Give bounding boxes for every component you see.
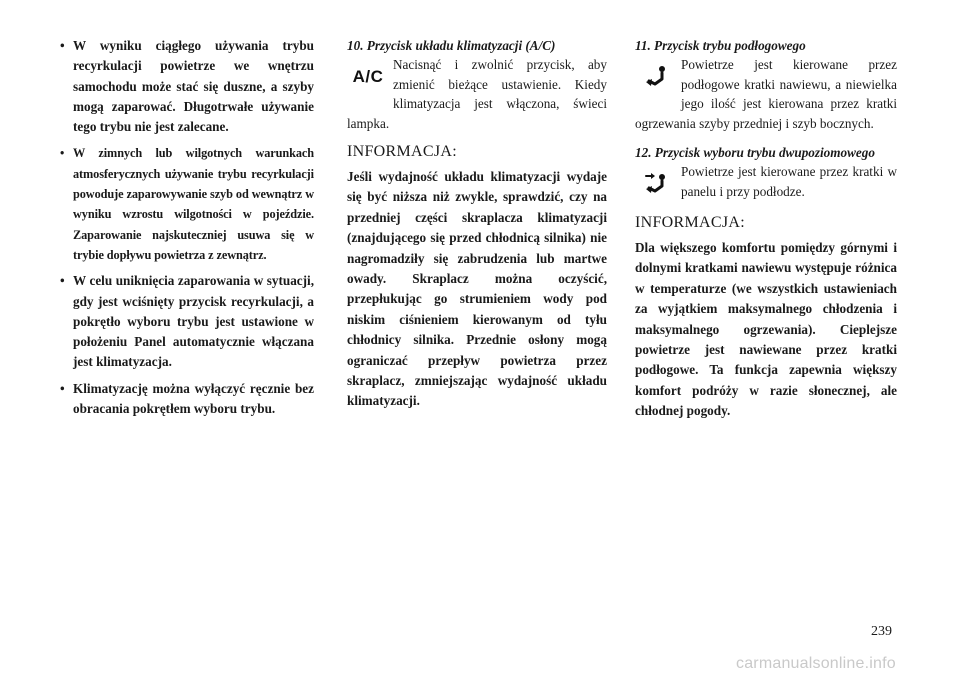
bi-level-heading: 12. Przycisk wyboru trybu dwupoziomowego [635, 145, 875, 160]
ac-icon-label: A/C [352, 67, 384, 86]
column-right [635, 36, 897, 422]
bi-level-section [635, 162, 897, 204]
column-middle [347, 36, 607, 412]
info-body: Jeśli wydajność układu klimatyzacji wydaje się być niższa niż zwykle, sprawdzić, czy na przedniej części skraplacza klimatyzacji (znajdującego się przed chłodnicą silnika) nie nagromadziły się zabrudzenia lub martwe owady. Skraplacz można oczyścić, przepłukując go strumieniem wody pod niskim ciśnieniem kierowanym od tyłu chłodnicy silnika. Przednie osłony mogą ograniczać przepływ powietrza przez skraplacz, zmniejszając wydajność układu klimatyzacji. [347, 169, 607, 409]
column-left [60, 36, 314, 425]
watermark: carmanualsonline.info [736, 655, 896, 672]
ac-button-heading: 10. Przycisk układu klimatyzacji (A/C) [347, 38, 556, 53]
info-title: INFORMACJA: [635, 214, 745, 231]
floor-mode-section [635, 55, 897, 133]
list-item: • W celu uniknięcia zaparowania w sytuacji, gdy jest wciśnięty przycisk recyrkulacji, a pokrętło wyboru trybu jest ustawione w położeniu Panel automatycznie włączana jest klimatyzacja. [60, 271, 314, 372]
floor-mode-icon [635, 57, 677, 97]
list-item: • W wyniku ciągłego używania trybu recyrkulacji powietrze we wnętrzu samochodu może stać się duszne, a szyby mogą zaparować. Długotrwałe używanie tego trybu nie jest zalecane. [60, 36, 314, 137]
floor-mode-description: Powietrze jest kierowane przez podłogowe kratki nawiewu, a niewielka jego ilość jest kierowana przez kratki ogrzewania szyby przedniej i szyb bocznych. [635, 57, 897, 131]
bi-level-mode-icon [635, 164, 677, 204]
recirculation-notes-list [60, 36, 314, 419]
ac-button-icon [347, 57, 389, 97]
list-item: • W zimnych lub wilgotnych warunkach atmosferycznych używanie trybu recyrkulacji powoduje zaparowywanie szyb od wewnątrz w wyniku wzrostu wilgotności w pojeździe. Zaparowanie najskuteczniej usuwa się w trybie dopływu powietrza z zewnątrz. [60, 143, 314, 265]
list-item: • Klimatyzację można wyłączyć ręcznie bez obracania pokrętłem wyboru trybu. [60, 379, 314, 420]
info-title: INFORMACJA: [347, 143, 457, 160]
floor-mode-heading: 11. Przycisk trybu podłogowego [635, 38, 806, 53]
ac-button-description: Nacisnąć i zwolnić przycisk, aby zmienić bieżące ustawienie. Kiedy klimatyzacja jest włączona, świeci lampka. [347, 57, 607, 131]
bi-level-description: Powietrze jest kierowane przez kratki w panelu i przy podłodze. [681, 164, 897, 199]
ac-button-section [347, 55, 607, 133]
page-number: 239 [871, 624, 892, 639]
info-body: Dla większego komfortu pomiędzy górnymi i dolnymi kratkami nawiewu występuje różnica w temperaturze (we wszystkich ustawieniach za wyjątkiem maksymalnego chłodzenia i maksymalnego ogrzewania). Cieplejsze powietrze jest nawiewane przez kratki podłogowe. Ta funkcja zapewnia większy komfort podróży w razie słonecznej, ale chłodnej pogody. [635, 240, 897, 419]
